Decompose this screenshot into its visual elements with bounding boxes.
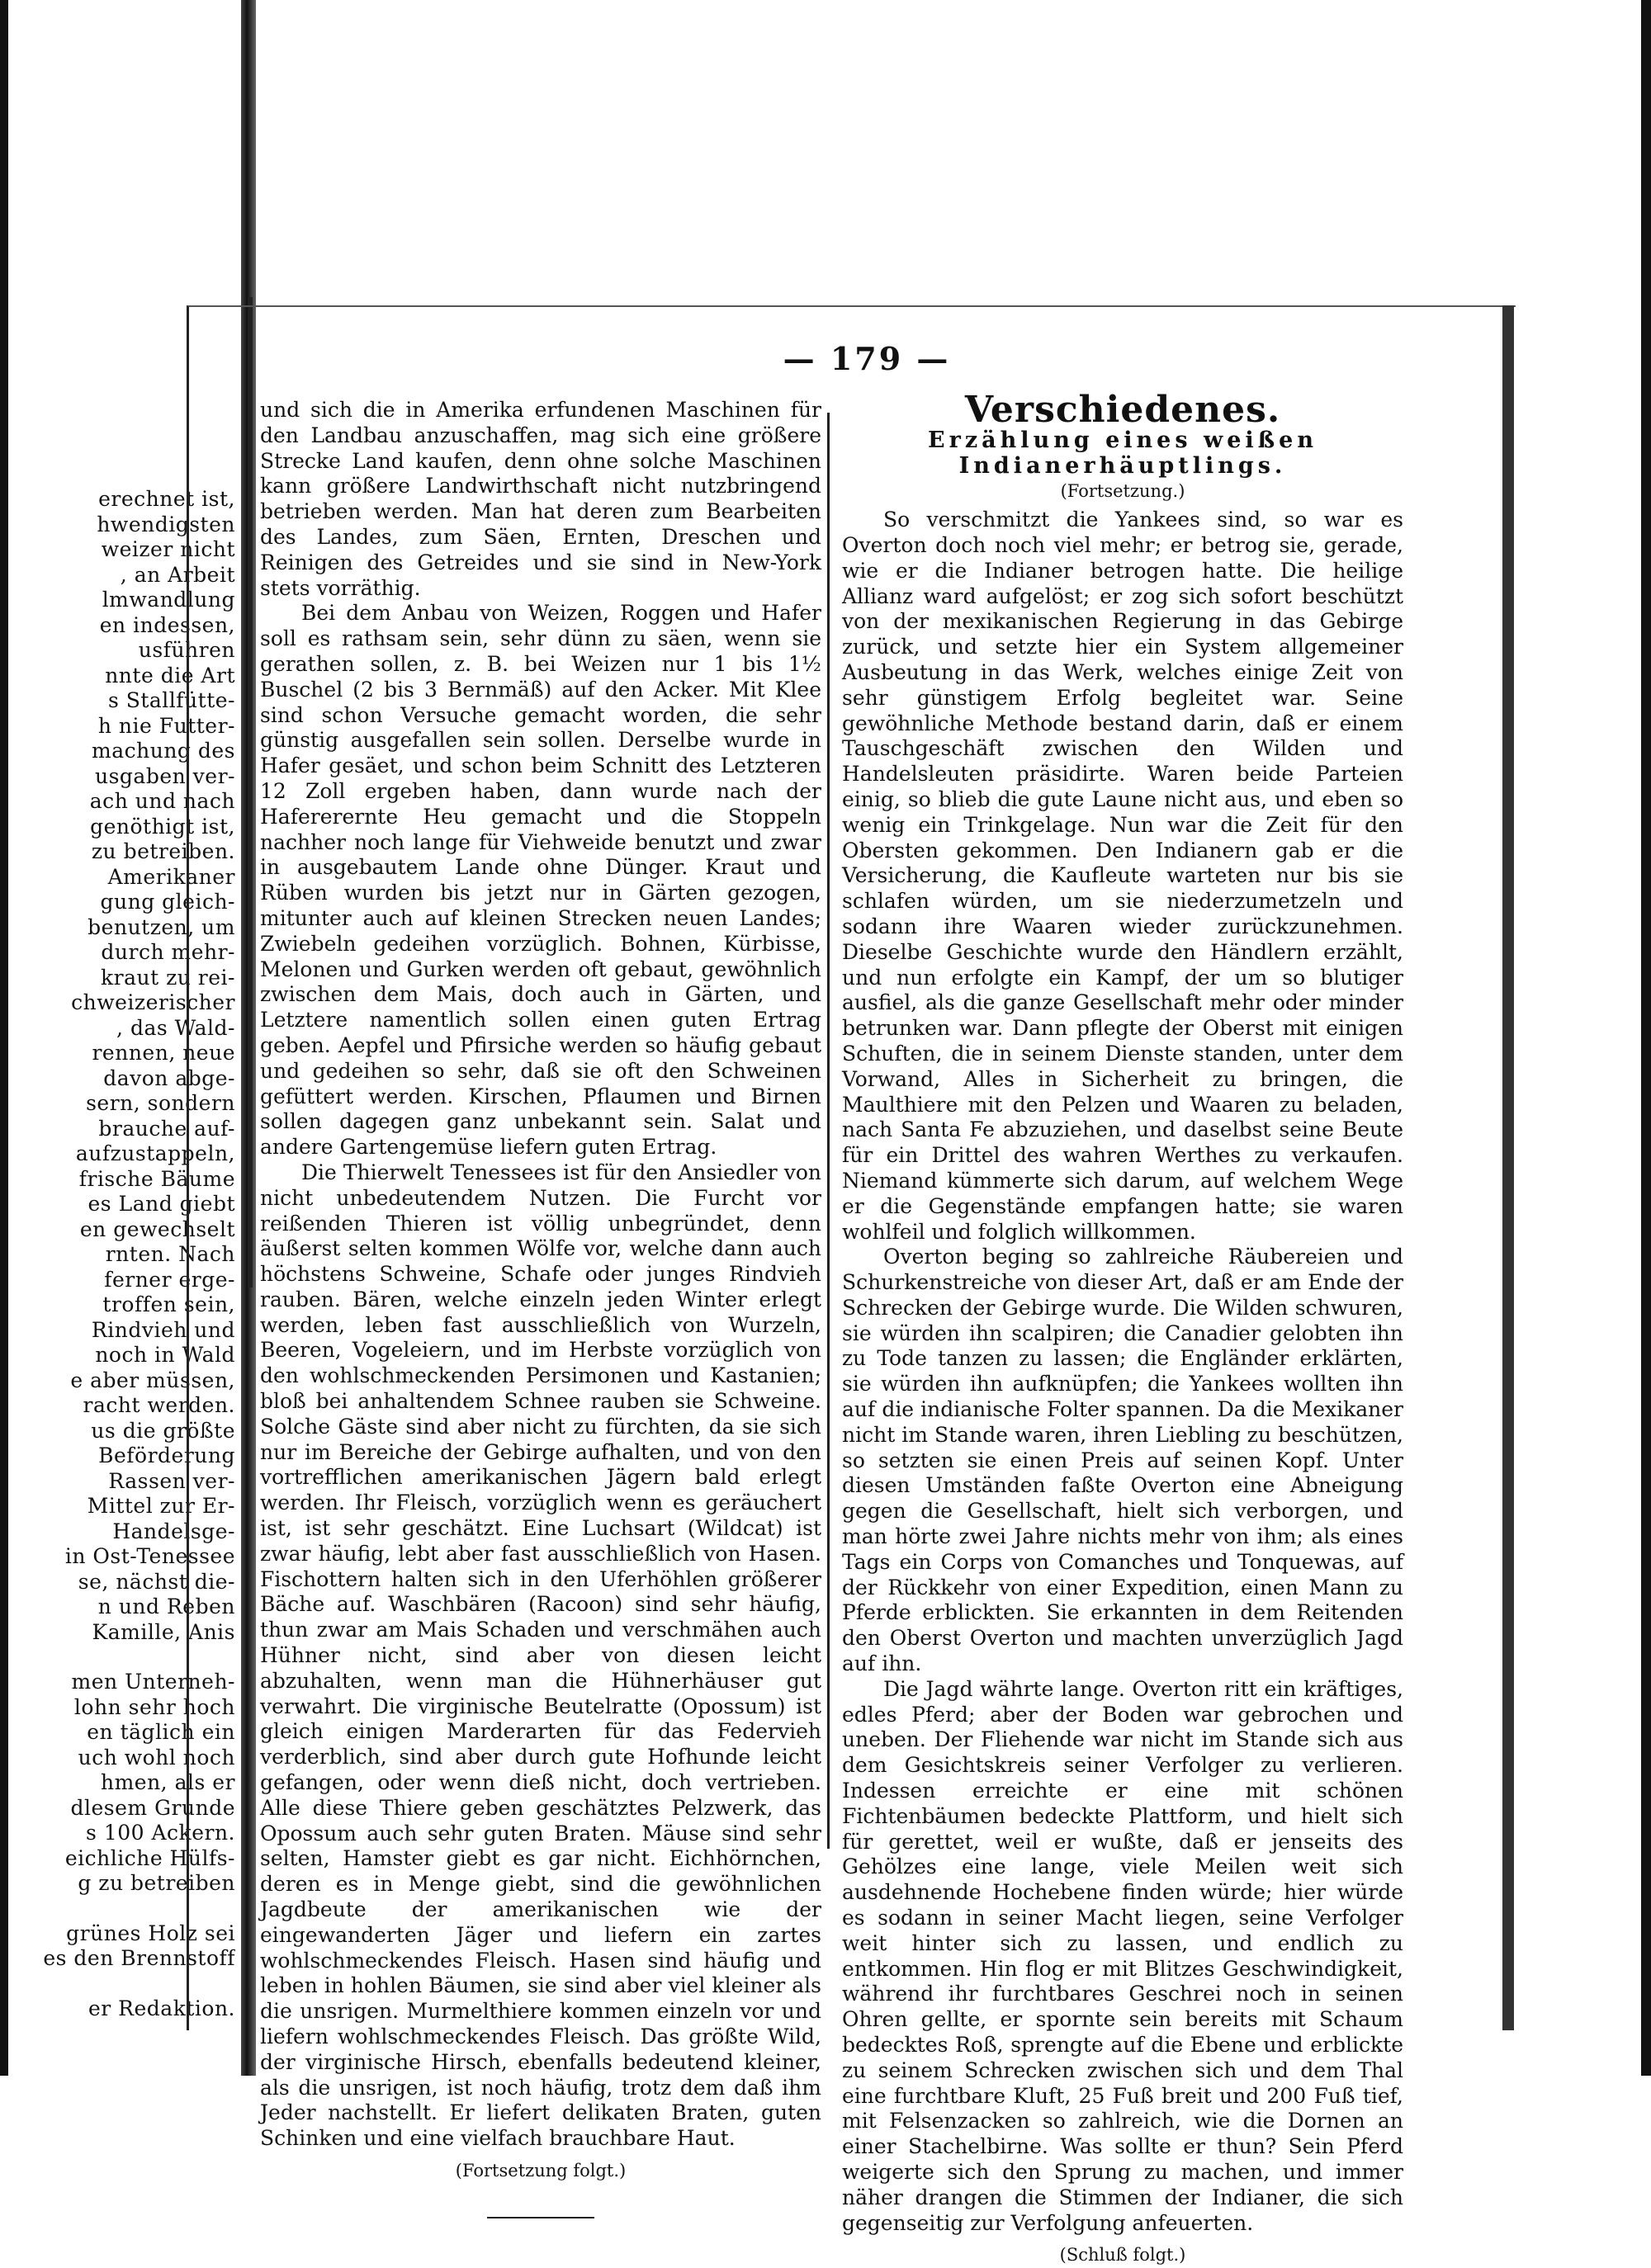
- previous-page-line: lmwandlung: [102, 588, 235, 612]
- left-column: [260, 398, 821, 2218]
- paragraph: Die Thierwelt Tenessees ist für den Ansiedler von nicht unbedeutendem Nutzen. Die Furcht vor reißenden Thieren ist völlig unbegründet, denn äußerst selten kommen Wölfe vor, welche dann auch höchstens Schweine, Schafe oder junges Rindvieh rauben. Bären, welche einzeln jeden Winter erlegt werden, leben fast ausschließlich von Wurzeln, Beeren, Vogeleiern, und im Herbste vorzüglich von den wohlschmeckenden Persimonen und Kastanien; bloß bei anhaltendem Schnee rauben sie Schweine. Solche Gäste sind aber nicht zu fürchten, da sie sich nur im Bereiche der Gebirge aufhalten, und von den vortrefflichen amerikanischen Jägern bald erlegt werden. Ihr Fleisch, vorzüglich wenn es geräuchert ist, ist sehr geschätzt. Eine Luchsart (Wildcat) ist zwar häufig, lebt aber fast ausschließlich von Hasen. Fischottern halten sich in den Uferhöhlen größerer Bäche auf. Waschbären (Racoon) sind sehr häufig, thun zwar am Mais Schaden und verschmähen auch Hühner nicht, sind aber von diesen leicht abzuhalten, wenn man die Hühnerhäuser gut verwahrt. Die virginische Beutelratte (Opossum) ist gleich einigen Marderarten für das Federvieh verderblich, sind aber durch gute Hofhunde leicht gefangen, oder wenn dieß nicht, doch vertrieben. Alle diese Thiere geben geschätztes Pelzwerk, das Opossum auch sehr guten Braten. Mäuse sind sehr selten, Hamster giebt es gar nicht. Eichhörnchen, deren es in Menge giebt, sind die gewöhnlichen Jagdbeute der amerikanischen wie der eingewanderten Jäger und liefern ein zartes wohlschmeckendes Fleisch. Hasen sind häufig und leben in hohlen Bäumen, sie sind aber viel kleiner als die unsrigen. Murmelthiere kommen einzeln vor und liefern wohlschmeckendes Fleisch. Das größte Wild, der virginische Hirsch, ebenfalls bedeutend kleiner, als die unsrigen, ist noch häufig, trotz dem daß ihm Jeder nachstellt. Er liefert delikaten Braten, guten Schinken und eine vielfach brauchbare Haut.: [260, 1160, 821, 2151]
- page-number: — 179 —: [783, 340, 951, 377]
- previous-page-line: chweizerischer: [71, 990, 235, 1014]
- previous-page-line: es den Brennstoff: [43, 1946, 235, 1970]
- previous-page-line: se, nächst die-: [78, 1569, 235, 1594]
- continuation-note: (Schluß folgt.): [1059, 2245, 1186, 2266]
- previous-page-line: durch mehr-: [101, 940, 235, 964]
- previous-page-line: es Land giebt: [88, 1192, 235, 1216]
- paragraph: Overton beging so zahlreiche Räubereien und Schurkenstreiche von dieser Art, daß er am Ende der Schrecken der Gebirge wurde. Die Wilden schwuren, sie würden ihn scalpiren; die Canadier gelobten ihn zu Tode tanzen zu lassen; die Engländer erklärten, sie würden ihn aufknüpfen; die Yankees wollten ihn auf die indianische Folter spannen. Da die Mexikaner nicht im Stande waren, ihren Liebling zu beschützen, so setzten sie einen Preis auf seinen Kopf. Unter diesen Umständen faßte Overton eine Abneigung gegen die Gesellschaft, hielt sich verborgen, und man hörte zwei Jahre nichts mehr von ihm; als eines Tags ein Corps von Comanches und Tonquewas, auf der Rückkehr von einer Expedition, einen Mann zu Pferde erblickten. Sie erkannten in dem Reitenden den Oberst Overton und machten unverzüglich Jagd auf ihn.: [842, 1245, 1403, 1676]
- previous-page-line: dlesem Grunde: [70, 1795, 235, 1820]
- previous-page-line: brauche auf-: [98, 1116, 235, 1141]
- previous-page-line: ach und nach: [89, 789, 235, 813]
- previous-page-line: e aber müssen,: [70, 1368, 235, 1392]
- previous-page-line: erechnet ist,: [98, 487, 235, 511]
- previous-page-line: kraut zu rei-: [100, 965, 235, 990]
- previous-page-line: , das Wald-: [116, 1015, 235, 1040]
- story-title: Erzählung eines weißen Indianerhäuptlings.: [928, 427, 1317, 479]
- previous-page-line: uch wohl noch: [78, 1745, 235, 1770]
- previous-page-line: eichliche Hülfs-: [64, 1845, 235, 1870]
- previous-page-line: rnten. Nach: [105, 1242, 235, 1266]
- previous-page-line: hwendigsten: [97, 512, 235, 536]
- paragraph: Die Jagd währte lange. Overton ritt ein kräftiges, edles Pferd; aber der Boden war gebrochen und uneben. Der Fliehende war nicht im Stande sich aus dem Gesichtskreis seiner Verfolger zu verlieren. Indessen erreichte er eine mit schönen Fichtenbäumen bedeckte Plattform, und hielt sich für gerettet, weil er wußte, daß er jenseits des Gehölzes eine lange, viele Meilen weit sich ausdehnende Hochebene finden würde; hier würde es sodann in seiner Macht liegen, seine Verfolger weit hinter sich zu lassen, und endlich zu entkommen. Hin flog er mit Blitzes Geschwindigkeit, während ihr furchtbares Geschrei noch in seinen Ohren gellte, er spornte sein bereits mit Schaum bedecktes Roß, sprengte auf die Ebene und erblickte zu seinem Schrecken zwischen sich und dem Thal eine furchtbare Kluft, 25 Fuß breit und 200 Fuß tief, mit Felsenzacken so zahlreich, wie die Dornen an einer Stachelbirne. Was sollte er thun? Sein Pferd weigerte sich den Sprung zu machen, und immer näher drangen die Stimmen der Indianer, die sich gegenseitig zur Verfolgung anfeuerten.: [842, 1676, 1403, 2235]
- previous-page-line: gung gleich-: [100, 890, 235, 914]
- previous-page-line: in Ost-Tenessee: [64, 1544, 235, 1568]
- previous-page-line: Amerikaner: [107, 864, 235, 889]
- previous-page-line: Rindvieh und: [91, 1317, 235, 1342]
- previous-page-line: machung des: [92, 739, 235, 763]
- previous-page-line: grünes Holz sei: [66, 1921, 235, 1945]
- previous-page-line: hmen, als er: [100, 1770, 235, 1794]
- paragraph: und sich die in Amerika erfundenen Maschinen für den Landbau anzuschaffen, mag sich eine größere Strecke Land kaufen, denn ohne solche Maschinen kann größere Landwirthschaft nicht nutzbringend betrieben werden. Man hat deren zum Bearbeiten des Landes, zum Säen, Ernten, Dreschen und Reinigen des Getreides und sie sind in New-York stets vorräthig.: [260, 398, 821, 600]
- previous-page-line: lohn sehr hoch: [73, 1694, 235, 1719]
- previous-page-line: sern, sondern: [86, 1091, 235, 1115]
- previous-page-line: Handelsge-: [112, 1519, 235, 1543]
- previous-page-line: usführen: [138, 638, 235, 662]
- previous-page-line: Rassen ver-: [108, 1468, 235, 1493]
- previous-page-line: , an Arbeit: [120, 562, 235, 587]
- section-title: Verschiedenes.: [964, 389, 1281, 431]
- previous-page-line: zu betreiben.: [91, 839, 235, 863]
- previous-page-line: Mittel zur Er-: [87, 1494, 235, 1518]
- continuation-note: (Fortsetzung folgt.): [455, 2160, 627, 2181]
- story-subtitle: (Fortsetzung.): [1060, 481, 1185, 502]
- previous-page-line: nnte die Art: [105, 663, 235, 687]
- paragraph: Bei dem Anbau von Weizen, Roggen und Hafer soll es rathsam sein, sehr dünn zu säen, wenn sie gerathen sollen, z. B. bei Weizen nur 1 bis 1½ Buschel (2 bis 3 Bernmäß) auf den Acker. Mit Klee sind schon Versuche gemacht worden, die sehr günstig ausgefallen sein sollen. Derselbe wurde in Hafer gesäet, und schon beim Schnitt des Letzteren 12 Zoll ergeben haben, dann wurde nach der Hafererernte Heu gemacht und die Stoppeln nachher noch lange für Viehweide benutzt und zwar in ausgebautem Lande ohne Dünger. Kraut und Rüben wurden bis jetzt nur in Gärten gezogen, mitunter auch auf kleinen Strecken neuen Landes; Zwiebeln gedeihen vorzüglich. Bohnen, Kürbisse, Melonen und Gurken werden oft gebaut, gewöhnlich zwischen dem Mais, doch auch in Gärten, und Letztere namentlich sollen einen guten Ertrag geben. Aepfel und Pfirsiche werden so häufig gebaut und gedeihen so sehr, daß sie oft den Schweinen gefüttert werden. Kirschen, Pflaumen und Birnen sollen dagegen ganz unbekannt sein. Salat und andere Gartengemüse liefern guten Ertrag.: [260, 601, 821, 1160]
- previous-page-line: en indessen,: [99, 612, 235, 637]
- previous-page-line: troffen sein,: [102, 1292, 235, 1316]
- previous-page-line: rennen, neue: [92, 1041, 235, 1065]
- previous-page-line: frische Bäume: [78, 1166, 235, 1191]
- previous-page-line: aufzustappeln,: [75, 1141, 235, 1165]
- end-rule: [487, 2217, 594, 2218]
- previous-page-line: benutzen, um: [88, 914, 235, 939]
- previous-page-line: genöthigt ist,: [90, 814, 235, 839]
- previous-page-line: men Unterneh-: [71, 1670, 235, 1694]
- previous-page-line: usgaben ver-: [94, 763, 235, 788]
- previous-page-line: davon abge-: [103, 1065, 235, 1090]
- previous-page-line: ferner erge-: [104, 1267, 235, 1292]
- previous-page-line: Beförderung: [98, 1443, 235, 1467]
- previous-page-line: h nie Futter-: [97, 713, 235, 738]
- scan-border-right: [1641, 0, 1651, 2076]
- previous-page-line: weizer nicht: [101, 537, 235, 561]
- previous-page-line: er Redaktion.: [88, 1996, 235, 2020]
- right-column: [842, 389, 1403, 2268]
- previous-page-line: g zu betreiben: [78, 1871, 235, 1895]
- paragraph: So verschmitzt die Yankees sind, so war es Overton doch noch viel mehr; er betrog sie, gerade, wie er die Indianer betrogen hatte. Die heilige Allianz ward aufgelöst; er zog sich sofort beschützt von der mexikanischen Regierung in das Gebirge zurück, und setzte hier ein System allgemeiner Ausbeutung in das Werk, welches einige Zeit von sehr günstigem Erfolg begleitet war. Seine gewöhnliche Methode bestand darin, daß er einem Tauschgeschäft zwischen den Wilden und Handelsleuten präsidirte. Waren beide Parteien einig, so blieb die gute Laune nicht aus, und eben so wenig ein Trinkgelage. Nun war die Zeit für den Obersten gekommen. Den Indianern gab er die Versicherung, die Kaufleute warteten nur bis sie schlafen würden, um sie niederzumetzeln und sodann ihre Waaren wieder zurückzunehmen. Dieselbe Geschichte wurde den Händlern erzählt, und nun erfolgte ein Kampf, der um so blutiger ausfiel, als die ganze Gesellschaft mehr oder minder betrunken war. Dann pflegte der Oberst mit einigen Schuften, die in seinem Dienste standen, unter dem Vorwand, Alles in Sicherheit zu bringen, die Maulthiere mit den Pelzen und Waaren zu beladen, nach Santa Fe abzuziehen, und daselbst seine Beute für ein Drittel des wahren Werthes zu verkaufen. Niemand kümmerte sich darum, auf welchem Wege er die Gegenstände empfangen hatte; sie waren wohlfeil und folglich willkommen.: [842, 508, 1403, 1244]
- previous-page-line: noch in Wald: [95, 1343, 235, 1367]
- previous-page-line: Kamille, Anis: [92, 1619, 235, 1644]
- previous-page-line: racht werden.: [83, 1393, 235, 1417]
- previous-page-line: en täglich ein: [87, 1720, 235, 1744]
- previous-page-line: en gewechselt: [79, 1217, 235, 1241]
- previous-page-line: us die größte: [91, 1418, 235, 1443]
- page-edge-right: [1502, 305, 1514, 2030]
- column-divider: [827, 413, 830, 1849]
- previous-page-line: s Stallfütte-: [107, 688, 235, 712]
- previous-page-line: n und Reben: [97, 1595, 235, 1618]
- previous-page-line: s 100 Ackern.: [86, 1821, 235, 1845]
